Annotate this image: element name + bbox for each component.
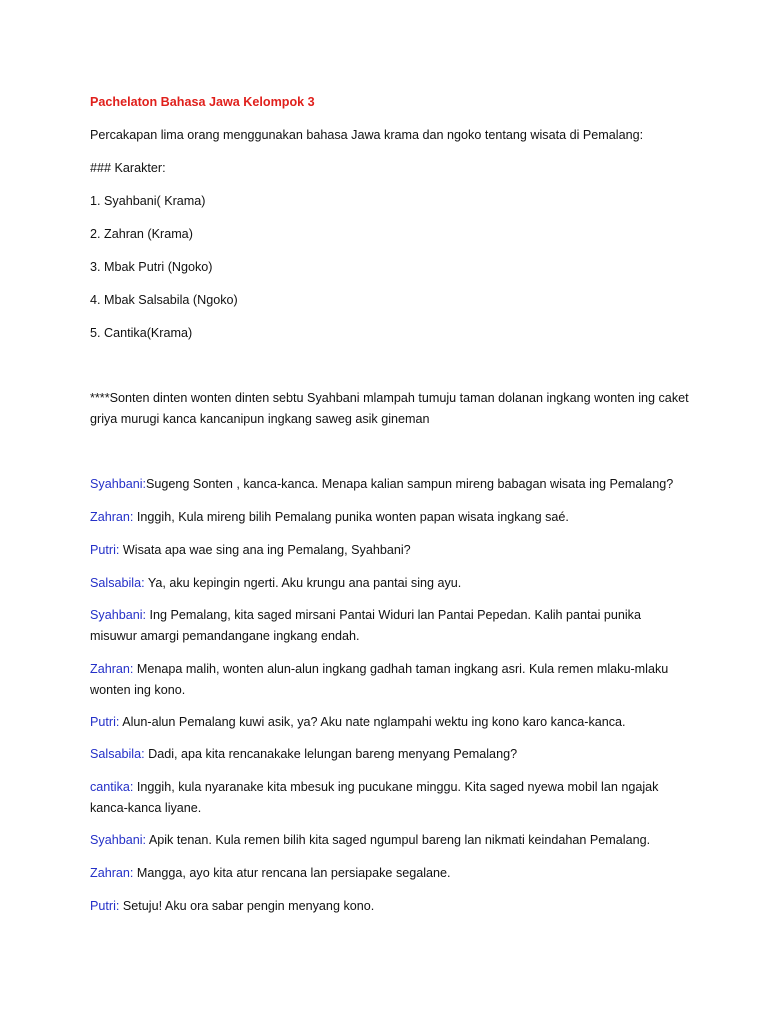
- dialogue-text: Ing Pemalang, kita saged mirsani Pantai Widuri lan Pantai Pepedan. Kalih pantai punika misuwur amargi pemandangane ingkang endah.: [90, 608, 641, 643]
- dialogue-line: [90, 605, 690, 647]
- speaker-name: Putri:: [90, 543, 120, 557]
- characters-heading: ### Karakter:: [90, 161, 166, 175]
- dialogue-line: [90, 659, 690, 701]
- document-title: Pachelaton Bahasa Jawa Kelompok 3: [90, 95, 315, 109]
- character-item: 3. Mbak Putri (Ngoko): [90, 260, 213, 274]
- dialogue-text: Sugeng Sonten , kanca-kanca. Menapa kalian sampun mireng babagan wisata ing Pemalang?: [146, 477, 674, 491]
- scene-description: ****Sonten dinten wonten dinten sebtu Syahbani mlampah tumuju taman dolanan ingkang wonten ing caket griya murugi kanca kancanipun ingkang saweg asik gineman: [90, 391, 689, 426]
- dialogue-line: [90, 474, 690, 495]
- dialogue-text: Alun-alun Pemalang kuwi asik, ya? Aku nate nglampahi wektu ing kono karo kanca-kanca.: [119, 715, 626, 729]
- speaker-name: Salsabila:: [90, 576, 145, 590]
- speaker-name: Zahran:: [90, 866, 134, 880]
- dialogue-line: [90, 712, 690, 733]
- dialogue-line: [90, 744, 690, 765]
- character-item: 4. Mbak Salsabila (Ngoko): [90, 293, 238, 307]
- dialogue-text: Inggih, kula nyaranake kita mbesuk ing pucukane minggu. Kita saged nyewa mobil lan ngajak kanca-kanca liyane.: [90, 780, 659, 815]
- speaker-name: Syahbani:: [90, 477, 147, 491]
- dialogue-line: [90, 777, 690, 819]
- speaker-name: cantika:: [90, 780, 134, 794]
- intro-paragraph: Percakapan lima orang menggunakan bahasa Jawa krama dan ngoko tentang wisata di Pemalang:: [90, 128, 644, 142]
- dialogue-line: [90, 540, 690, 561]
- dialogue-text: Setuju! Aku ora sabar pengin menyang kono.: [119, 899, 375, 913]
- dialogue-text: Inggih, Kula mireng bilih Pemalang punika wonten papan wisata ingkang saé.: [133, 510, 569, 524]
- character-item: 5. Cantika(Krama): [90, 326, 193, 340]
- speaker-name: Zahran:: [90, 662, 134, 676]
- speaker-name: Syahbani:: [90, 608, 147, 622]
- dialogue-line: [90, 573, 690, 594]
- speaker-name: Putri:: [90, 715, 120, 729]
- character-item: 1. Syahbani( Krama): [90, 194, 206, 208]
- dialogue-line: [90, 863, 690, 884]
- dialogue-line: [90, 830, 690, 851]
- dialogue-text: Menapa malih, wonten alun-alun ingkang gadhah taman ingkang asri. Kula remen mlaku-mlaku wonten ing kono.: [90, 662, 669, 697]
- speaker-name: Zahran:: [90, 510, 134, 524]
- dialogue-text: Dadi, apa kita rencanakake lelungan bareng menyang Pemalang?: [144, 747, 518, 761]
- speaker-name: Salsabila:: [90, 747, 145, 761]
- dialogue-text: Mangga, ayo kita atur rencana lan persiapake segalane.: [133, 866, 451, 880]
- dialogue-line: [90, 896, 690, 917]
- dialogue-text: Ya, aku kepingin ngerti. Aku krungu ana pantai sing ayu.: [144, 576, 462, 590]
- speaker-name: Syahbani:: [90, 833, 147, 847]
- character-item: 2. Zahran (Krama): [90, 227, 193, 241]
- speaker-name: Putri:: [90, 899, 120, 913]
- dialogue-text: Apik tenan. Kula remen bilih kita saged ngumpul bareng lan nikmati keindahan Pemalang.: [146, 833, 651, 847]
- dialogue-line: [90, 507, 690, 528]
- dialogue-text: Wisata apa wae sing ana ing Pemalang, Syahbani?: [119, 543, 411, 557]
